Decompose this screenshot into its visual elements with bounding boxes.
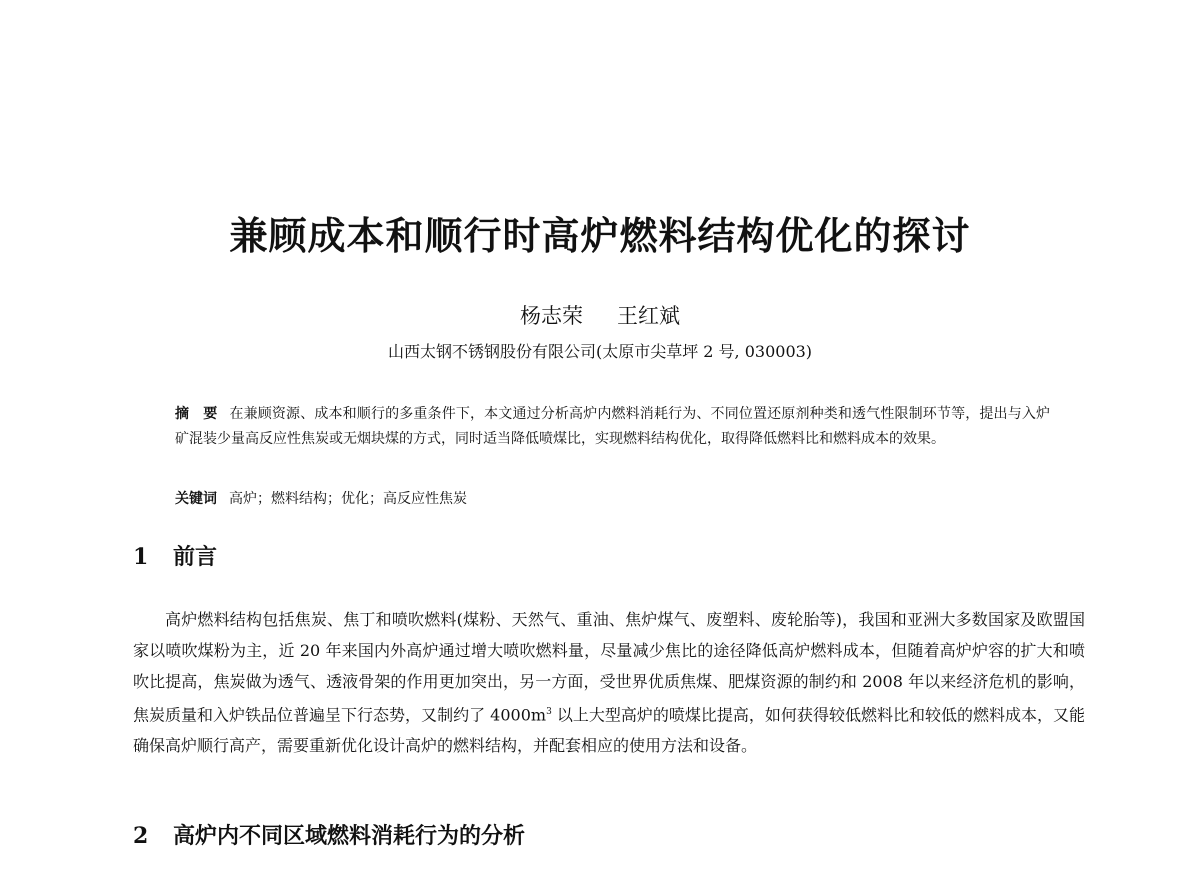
author-line [0,304,1200,329]
affiliation: 山西太钢不锈钢股份有限公司(太原市尖草坪 2 号, 030003) [387,342,813,361]
section-number: 1 [133,544,149,570]
section-title: 高炉内不同区域燃料消耗行为的分析 [173,824,526,849]
abstract-text: 在兼顾资源、成本和顺行的多重条件下，本文通过分析高炉内燃料消耗行为、不同位置还原剂种类和透气性限制环节等，提出与入炉矿混装少量高反应性焦炭或无烟块煤的方式，同时适当降低喷煤比，实现燃料结构优化，取得降低燃料比和燃料成本的效果。 [175,406,1050,447]
section-heading-analysis [133,823,525,850]
introduction-paragraph [133,604,1085,761]
section-heading-introduction [133,544,217,571]
author-name: 王红斌 [617,304,680,328]
section-title: 前言 [173,545,218,570]
abstract-label: 摘 要 [175,406,218,422]
superscript-exponent: 3 [546,707,552,717]
keywords-label: 关键词 [175,491,217,507]
section-number: 2 [133,823,149,849]
author-name: 杨志荣 [520,304,583,328]
paragraph-text: 高炉燃料结构包括焦炭、焦丁和喷吹燃料(煤粉、天然气、重油、焦炉煤气、废塑料、废轮胎等)，我国和亚洲大多数国家及欧盟国家以喷吹煤粉为主，近 20 年来国内外高炉通过增大喷吹燃料量，尽量减少焦比的途径降低高炉燃料成本，但随着高炉炉容的扩大和喷吹比提高，焦炭做为透气、透液骨架的作用更加突出，另一方面，受世界优质焦煤、肥煤资源的制约和 2008 年以来经济危机的影响，焦炭质量和入炉铁品位普遍呈下行态势，又制约了 4000m [133,610,1085,725]
keywords [175,487,1050,512]
paragraph-text-continued: 以上大型高炉的喷煤比提高，如何获得较低燃料比和较低的燃料成本，又能确保高炉顺行高产，需要重新优化设计高炉的燃料结构，并配套相应的使用方法和设备。 [133,705,1085,756]
paper-title: 兼顾成本和顺行时高炉燃料结构优化的探讨 [229,214,971,258]
abstract [175,402,1050,452]
keywords-text: 高炉；燃料结构；优化；高反应性焦炭 [229,491,467,507]
